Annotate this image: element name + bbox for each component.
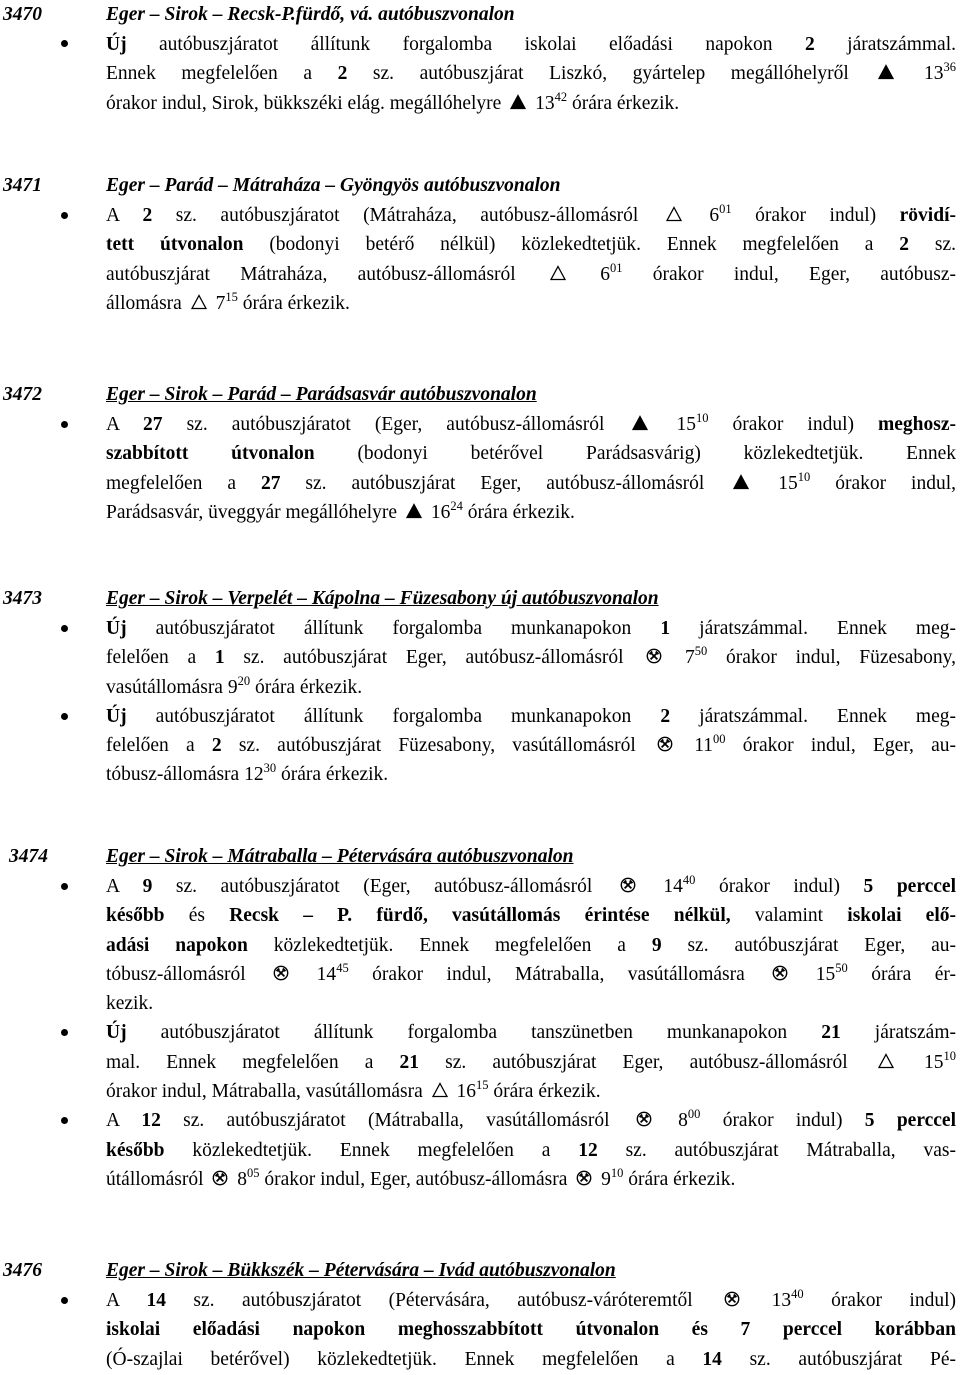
text-run: járatszám- [840,1022,956,1044]
bullet-icon [61,1117,68,1124]
list-item [0,702,960,790]
minutes-superscript: 24 [450,498,463,513]
text-run: autóbuszjáratot állítunk forgalomba munkanapokon [126,705,661,727]
paragraph-line [106,439,956,468]
text-run: vasútállomásra 9 [106,676,238,698]
minutes-superscript: 42 [554,89,568,104]
text-run: A [106,414,144,435]
outline-triangle-icon [878,1053,894,1069]
route-section-3476 [0,1256,960,1374]
bold-text: 21 [821,1022,841,1044]
bold-text: tett útvonalon [106,234,244,256]
route-number: 3471 [3,175,42,196]
text-run: 7 [666,647,695,669]
text-run: 15 [652,414,696,435]
route-name: Eger – Sirok – Recsk-P.fürdő, vá. autóbuszvonalon [106,4,515,25]
paragraph-line [106,410,956,439]
list-item [0,201,960,318]
route-number: 3476 [3,1260,42,1281]
bold-text: 2 [211,735,222,757]
paragraph-line [106,1315,956,1344]
text-run: járatszámmal. Ennek meg- [670,705,956,727]
bullet-icon [61,883,68,890]
text-run: 14 [293,963,337,985]
paragraph-line [106,1077,956,1106]
paragraph-line [106,469,956,498]
text-run: 6 [685,205,720,226]
text-run: felelően a [106,735,212,757]
hammer-circle-icon [620,877,636,893]
text-run: 13 [530,92,555,114]
minutes-superscript: 01 [609,260,623,275]
route-heading [0,584,960,614]
outline-triangle-icon [550,265,566,281]
list-item [0,872,960,1018]
bullet-icon [61,1297,68,1304]
minutes-superscript: 05 [246,1165,260,1180]
bold-text: Új [106,618,127,639]
text-run: 13 [898,63,944,85]
hammer-circle-icon [576,1170,592,1186]
text-run: órára érkezik. [276,764,389,786]
route-heading [0,842,960,872]
text-run: sz. autóbuszjárat Füzesabony, vasútállomásról [221,735,653,757]
bold-text: 12 [578,1139,598,1161]
bold-text: szabbított útvonalon [106,443,315,465]
minutes-superscript: 00 [687,1107,701,1122]
bold-text: 5 perccel [864,1110,956,1132]
hammer-circle-icon [273,965,289,981]
route-number: 3473 [3,588,42,609]
minutes-superscript: 10 [943,1048,957,1063]
bold-text: 2 [660,705,671,727]
bold-text: rövidí- [899,205,956,226]
route-number: 3474 [9,846,48,867]
minutes-superscript: 45 [336,960,349,975]
paragraph-line [106,673,956,702]
bold-text: meghosz- [878,414,956,435]
text-run: (bodonyi betérővel Parádsasvárig) közlekedtetjük. Ennek [314,443,956,465]
text-run: 15 [792,963,836,985]
text-run: Parádsasvár, üveggyár megállóhelyre [106,501,402,523]
paragraph-line [106,872,956,901]
text-run: felelően a [106,647,215,669]
text-run: 13 [744,1290,792,1311]
bold-text: 14 [146,1290,166,1311]
bullet-icon [61,421,68,428]
text-run: közlekedtetjük. Ennek megfelelően a [164,1139,579,1161]
hammer-circle-icon [724,1291,740,1307]
paragraph-line [106,960,956,989]
route-heading [0,171,960,201]
paragraph-line [106,289,956,318]
paragraph-line [106,1106,956,1135]
bold-text: 1 [660,618,671,639]
bold-text: 12 [141,1110,161,1132]
list-item [0,1106,960,1194]
paragraph-line [106,260,956,289]
text-run: megfelelően a [106,472,261,494]
text-run: órára érkezik. [488,1081,601,1103]
text-run: autóbuszjárat Mátraháza, autóbusz-állomásról [106,263,546,285]
text-run: sz. [909,234,956,256]
text-run: órakor indul) [731,205,900,226]
minutes-superscript: 15 [225,289,238,304]
text-run: 8 [232,1168,247,1190]
bullet-icon [61,40,68,47]
text-run: órakor indul, Eger, autóbusz-állomásra [259,1168,573,1190]
text-run: 15 [753,472,798,494]
text-run: A [106,1110,142,1132]
hammer-circle-icon [657,736,673,752]
minutes-superscript: 20 [237,673,251,688]
text-run: órakor indul, Sirok, bükkszéki elág. megállóhelyre [106,92,507,114]
text-run: órakor indul, [810,472,957,494]
hammer-circle-icon [212,1170,228,1186]
text-run: órakor indul, Mátraballa, vasútállomásra [106,1081,428,1103]
text-run: tóbusz-állomásra 12 [106,764,264,786]
text-run: órakor indul, Eger, autóbusz- [622,263,957,285]
filled-triangle-icon [510,94,526,110]
list-item [0,1286,960,1374]
paragraph-line [106,59,956,88]
list-item [0,30,960,118]
paragraph-line [106,1018,956,1047]
bold-text: 2 [899,234,909,256]
paragraph-line [106,230,956,259]
text-run: órára érkezik. [623,1168,736,1190]
hammer-circle-icon [646,648,662,664]
text-run: autóbuszjáratot állítunk forgalomba iskolai előadási napokon [126,34,805,55]
text-run: sz. autóbuszjáratot (Pétervására, autóbusz-váróteremtől [165,1290,721,1311]
outline-triangle-icon [432,1082,448,1098]
bold-text: adási napokon [106,934,248,956]
text-run: 15 [897,1051,944,1073]
bold-text: 2 [337,63,348,85]
outline-triangle-icon [191,294,207,310]
minutes-superscript: 15 [476,1078,489,1093]
route-number: 3472 [3,384,42,405]
minutes-superscript: 00 [713,732,726,747]
text-run: sz. autóbuszjáratot (Mátraháza, autóbusz-állomásról [152,205,662,226]
bold-text: később [106,1139,165,1161]
text-run: (bodonyi betérő nélkül) közlekedtetjük. Ennek megfelelően a [243,234,900,256]
route-name: Eger – Sirok – Verpelét – Kápolna – Füzesabony új autóbuszvonalon [106,588,659,609]
minutes-superscript: 01 [719,202,732,216]
paragraph-line [106,1048,956,1077]
paragraph-line [106,731,956,760]
text-run: 16 [451,1081,477,1103]
text-run: állomásra [106,292,187,314]
route-section-3471 [0,171,960,318]
bold-text: később [106,905,165,927]
text-run: órakor indul, Eger, au- [725,735,957,757]
paragraph-line [106,989,956,1018]
text-run: órakor indul) [708,414,879,435]
text-run: és [164,905,230,927]
text-run: A [106,1290,147,1311]
paragraph-line [106,1345,956,1374]
bold-text: Recsk – P. fürdő, vasútállomás érintése nélkül, [229,905,731,927]
bold-text: 27 [260,472,281,494]
route-name: Eger – Sirok – Parád – Parádsasvár autóbuszvonalon [106,384,537,405]
bold-text: Új [106,705,127,727]
paragraph-line [106,702,956,731]
bullet-icon [61,1029,68,1036]
text-run: közlekedtetjük. Ennek megfelelően a [247,934,652,956]
text-run: órakor indul, Mátraballa, vasútállomásra [348,963,769,985]
text-run: 14 [639,876,683,897]
text-run: sz. autóbuszjáratot (Eger, autóbusz-állomásról [152,876,616,897]
text-run: órára ér- [847,963,956,985]
minutes-superscript: 30 [263,761,277,776]
route-name: Eger – Sirok – Mátraballa – Pétervására autóbuszvonalon [106,846,574,867]
route-number: 3470 [3,4,42,25]
text-run: sz. autóbuszjárat Mátraballa, vas- [597,1139,956,1161]
minutes-superscript: 40 [682,873,696,887]
bold-text: 2 [142,205,153,226]
text-run: 8 [655,1110,688,1132]
text-run: órára érkezik. [567,92,680,114]
bold-text: 9 [651,934,662,956]
filled-triangle-icon [733,474,749,490]
bold-text: 14 [702,1348,722,1370]
bullet-icon [61,212,68,219]
route-name: Eger – Parád – Mátraháza – Gyöngyös autóbuszvonalon [106,175,561,196]
text-run: A [106,876,143,897]
paragraph-line [106,643,956,672]
text-run: sz. autóbuszjárat Pé- [721,1348,956,1370]
route-name: Eger – Sirok – Bükkszék – Pétervására – Ivád autóbuszvonalon [106,1260,616,1281]
paragraph-line [106,760,956,789]
text-run: járatszámmal. [814,34,956,55]
text-run: Ennek megfelelően a [106,63,338,85]
paragraph-line [106,1286,956,1315]
text-run: 6 [569,263,610,285]
paragraph-line [106,931,956,960]
paragraph-line [106,614,956,643]
bold-text: iskolai előadási napokon meghosszabbított útvonalon és 7 perccel korábban [106,1319,956,1341]
list-item [0,410,960,527]
text-run: 9 [596,1168,611,1190]
text-run: sz. autóbuszjárat Eger, autóbusz-állomásról [419,1051,874,1073]
filled-triangle-icon [878,64,894,80]
text-run: 16 [425,501,451,523]
text-run: sz. autóbuszjárat Eger, au- [661,934,956,956]
minutes-superscript: 10 [695,411,709,425]
text-run: órára érkezik. [250,676,363,698]
hammer-circle-icon [772,965,788,981]
text-run: autóbuszjáratot állítunk forgalomba tanszünetben munkanapokon [126,1022,822,1044]
text-run: órára érkezik. [462,501,575,523]
minutes-superscript: 10 [610,1165,624,1180]
paragraph-line [106,901,956,930]
text-run: (Ó-szajlai betérővel) közlekedtetjük. Ennek megfelelően a [106,1348,703,1370]
list-item [0,614,960,702]
filled-triangle-icon [406,503,422,519]
hammer-circle-icon [636,1111,652,1127]
route-heading [0,0,960,30]
minutes-superscript: 40 [791,1287,804,1301]
text-run: útállomásról [106,1168,209,1190]
route-section-3473 [0,584,960,790]
text-run: órakor indul) [695,876,864,897]
text-run: órakor indul, Füzesabony, [707,647,956,669]
text-run: órakor indul) [803,1290,956,1311]
bold-text: Új [106,1022,127,1044]
filled-triangle-icon [632,415,648,431]
text-run: 7 [210,292,226,314]
text-run: A [106,205,143,226]
text-run: sz. autóbuszjárat Eger, autóbusz-állomásról [280,472,730,494]
text-run: valamint [730,905,848,927]
minutes-superscript: 50 [694,644,708,659]
paragraph-line [106,201,956,230]
paragraph-line [106,1165,956,1194]
bold-text: 1 [214,647,225,669]
route-section-3470 [0,0,960,118]
text-run: tóbusz-állomásról [106,963,270,985]
bullet-icon [61,713,68,720]
bold-text: Új [106,34,127,55]
text-run: sz. autóbuszjárat Liszkó, gyártelep megállóhelyről [347,63,875,85]
route-heading [0,1256,960,1286]
outline-triangle-icon [666,206,682,222]
minutes-superscript: 10 [797,469,811,484]
route-section-3472 [0,380,960,527]
text-run: járatszámmal. Ennek meg- [670,618,956,639]
text-run: 11 [677,735,713,757]
bold-text: 5 perccel [863,876,957,897]
bullet-icon [61,625,68,632]
paragraph-line [106,1136,956,1165]
bold-text: 9 [142,876,153,897]
route-heading [0,380,960,410]
text-run: sz. autóbuszjárat Eger, autóbusz-állomásról [224,647,643,669]
paragraph-line [106,498,956,527]
text-run: órakor indul) [700,1110,865,1132]
bold-text: 2 [804,34,815,55]
minutes-superscript: 36 [943,60,956,75]
bold-text: 27 [143,414,163,435]
minutes-superscript: 50 [835,960,848,975]
text-run: kezik. [106,993,154,1015]
text-run: sz. autóbuszjáratot (Mátraballa, vasútállomásról [160,1110,632,1132]
text-run: sz. autóbuszjáratot (Eger, autóbusz-állomásról [162,414,629,435]
route-section-3474 [0,842,960,1194]
paragraph-line [106,30,956,59]
list-item [0,1018,960,1106]
text-run: mal. Ennek megfelelően a [106,1051,400,1073]
text-run: órára érkezik. [237,292,350,314]
paragraph-line [106,89,956,118]
text-run: autóbuszjáratot állítunk forgalomba munkanapokon [126,618,661,639]
bold-text: 21 [399,1051,420,1073]
bold-text: iskolai elő- [847,905,957,927]
